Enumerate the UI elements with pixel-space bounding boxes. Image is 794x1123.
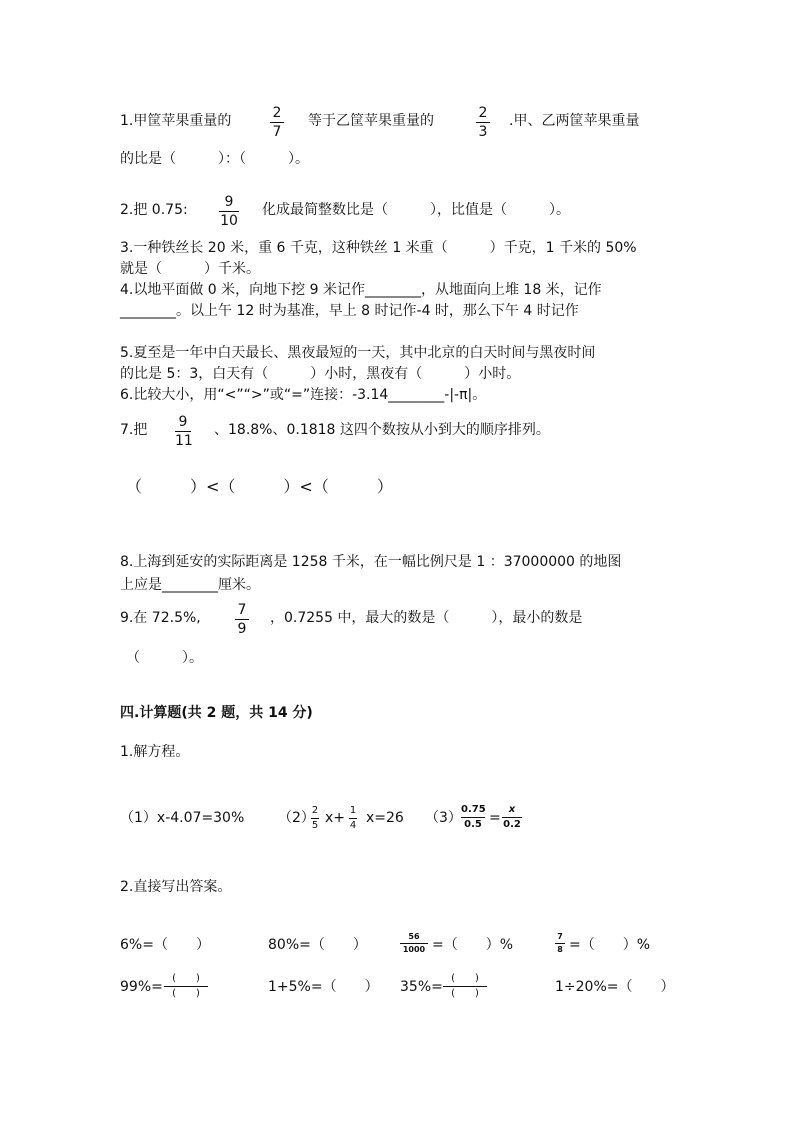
q7-answer-blanks: （ ）<（ ）<（ ） bbox=[126, 477, 393, 496]
q1-part1: 1.甲筐苹果重量的 bbox=[120, 113, 232, 129]
equation-3-equals: = bbox=[489, 810, 501, 826]
q6-line1: 6.比较大小，用“<”“>”或“=”连接：-3.14________-|-π|。 bbox=[120, 387, 487, 403]
answer-r1c3-fraction: 56 1000 bbox=[400, 933, 428, 954]
section-4-title: 四.计算题(共 2 题，共 14 分) bbox=[120, 705, 313, 721]
equation-2-fraction-1: 2 5 bbox=[311, 805, 319, 831]
answer-r2c1-head: 99%= bbox=[120, 979, 163, 995]
answer-r1c4-fraction: 7 8 bbox=[555, 933, 565, 954]
q7-fraction: 9 11 bbox=[175, 414, 193, 449]
answer-r2c3-blank-fraction: ( ) ( ) bbox=[443, 974, 487, 999]
q9-part1: 9.在 72.5%, bbox=[120, 610, 201, 626]
equation-3-fraction-1: 0.75 0.5 bbox=[461, 804, 486, 830]
equation-2-mid: x+ bbox=[325, 810, 346, 826]
q1-fraction-1: 2 7 bbox=[270, 106, 284, 139]
equation-2-fraction-2: 1 4 bbox=[349, 805, 357, 831]
q3-line2: 就是（ ）千米。 bbox=[120, 261, 260, 277]
q4-line2: ________。以上午 12 时为基准，早上 8 时记作-4 时，那么下午 4 时记作 bbox=[120, 303, 579, 319]
q1-fraction-2: 2 3 bbox=[476, 106, 490, 139]
q1-part3: .甲、乙两筐苹果重量 bbox=[509, 113, 640, 129]
q2-fraction: 9 10 bbox=[220, 194, 238, 229]
answer-r2c1-blank-fraction: ( ) ( ) bbox=[164, 974, 208, 999]
answer-r2c3-head: 35%= bbox=[400, 979, 443, 995]
q8-line1: 8.上海到延安的实际距离是 1258 千米，在一幅比例尺是 1 ：37000000 的地图 bbox=[120, 554, 622, 570]
q5-line2: 的比是 5：3，白天有（ ）小时，黑夜有（ ）小时。 bbox=[120, 366, 521, 382]
equation-3-fraction-2: x 0.2 bbox=[503, 804, 521, 830]
q1-part2: 等于乙筐苹果重量的 bbox=[308, 113, 434, 129]
q9-part2: ，0.7255 中，最大的数是（ ），最小的数是 bbox=[270, 610, 583, 626]
q5-line1: 5.夏至是一年中白天最长、黑夜最短的一天，其中北京的白天时间与黑夜时间 bbox=[120, 345, 596, 361]
equation-2-label: （2） bbox=[278, 810, 315, 826]
q2-part1: 2.把 0.75: bbox=[120, 202, 188, 218]
q4-line1: 4.以地平面做 0 米，向地下挖 9 米记作________，从地面向上堆 18 米，记作 bbox=[120, 282, 602, 298]
q9-line2: （ ）。 bbox=[126, 650, 203, 666]
equation-3-label: （3） bbox=[425, 810, 462, 826]
equation-2-end: x=26 bbox=[366, 810, 404, 826]
calc-q1-title: 1.解方程。 bbox=[120, 744, 190, 760]
answer-r1c2: 80%=（ ） bbox=[268, 937, 367, 953]
answer-r1c1: 6%=（ ） bbox=[120, 937, 210, 953]
equation-1: （1）x-4.07=30% bbox=[120, 810, 245, 826]
q8-line2: 上应是________厘米。 bbox=[120, 577, 260, 593]
q1-line2: 的比是（ ）：（ ）。 bbox=[120, 151, 309, 167]
q3-line1: 3.一种铁丝长 20 米，重 6 千克，这种铁丝 1 米重（ ）千克，1 千米的 50% bbox=[120, 240, 637, 256]
calc-q2-title: 2.直接写出答案。 bbox=[120, 879, 232, 895]
q9-fraction: 7 9 bbox=[235, 603, 249, 636]
answer-r1c4-tail: =（ ）% bbox=[569, 937, 651, 953]
answer-r2c4: 1÷20%=（ ） bbox=[555, 979, 675, 995]
answer-r1c3-tail: =（ ）% bbox=[432, 937, 514, 953]
q7-part1: 7.把 bbox=[120, 422, 148, 438]
q7-part2: 、18.8%、0.1818 这四个数按从小到大的顺序排列。 bbox=[214, 422, 550, 438]
answer-r2c2: 1+5%=（ ） bbox=[268, 979, 379, 995]
q2-part2: 化成最简整数比是（ ），比值是（ ）。 bbox=[262, 202, 570, 218]
